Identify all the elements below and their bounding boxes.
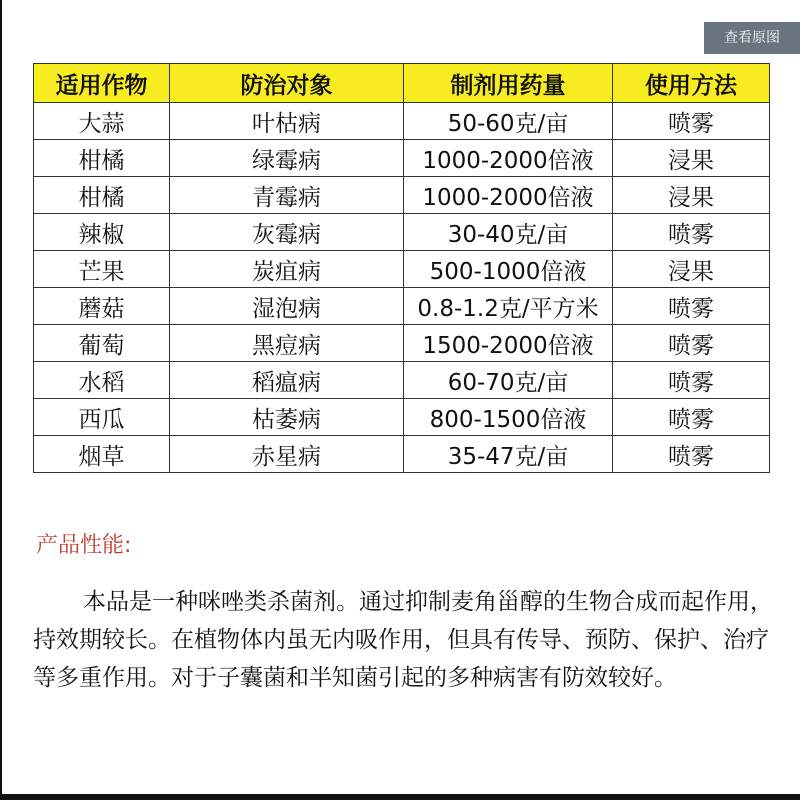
cell-crop: 柑橘 [34, 177, 170, 214]
cell-method: 喷雾 [613, 288, 770, 325]
cell-crop: 西瓜 [34, 399, 170, 436]
table-row [34, 177, 770, 214]
cell-target: 灰霉病 [170, 214, 404, 251]
frame-bottom-border [0, 794, 800, 800]
cell-method: 浸果 [613, 251, 770, 288]
header-crop: 适用作物 [34, 64, 170, 103]
cell-crop: 烟草 [34, 436, 170, 473]
cell-target: 叶枯病 [170, 103, 404, 140]
cell-method: 喷雾 [613, 214, 770, 251]
cell-crop: 水稻 [34, 362, 170, 399]
cell-target: 枯萎病 [170, 399, 404, 436]
cell-crop: 芒果 [34, 251, 170, 288]
cell-method: 喷雾 [613, 103, 770, 140]
cell-method: 喷雾 [613, 399, 770, 436]
view-original-button[interactable]: 查看原图 [704, 22, 800, 54]
cell-target: 青霉病 [170, 177, 404, 214]
table-row [34, 288, 770, 325]
cell-target: 稻瘟病 [170, 362, 404, 399]
cell-method: 喷雾 [613, 362, 770, 399]
cell-crop: 辣椒 [34, 214, 170, 251]
performance-title: 产品性能: [36, 533, 132, 558]
table-row [34, 362, 770, 399]
cell-dosage: 35-47克/亩 [404, 436, 613, 473]
cell-dosage: 0.8-1.2克/平方米 [404, 288, 613, 325]
cell-dosage: 500-1000倍液 [404, 251, 613, 288]
cell-method: 浸果 [613, 177, 770, 214]
cell-dosage: 60-70克/亩 [404, 362, 613, 399]
header-method: 使用方法 [613, 64, 770, 103]
table-row [34, 214, 770, 251]
header-target: 防治对象 [170, 64, 404, 103]
table-header-row [34, 64, 770, 103]
cell-target: 黑痘病 [170, 325, 404, 362]
cell-method: 喷雾 [613, 436, 770, 473]
cell-crop: 柑橘 [34, 140, 170, 177]
cell-dosage: 1000-2000倍液 [404, 140, 613, 177]
table-row [34, 103, 770, 140]
cell-dosage: 1000-2000倍液 [404, 177, 613, 214]
cell-dosage: 1500-2000倍液 [404, 325, 613, 362]
frame-left-border [0, 0, 2, 800]
cell-crop: 蘑菇 [34, 288, 170, 325]
cell-target: 湿泡病 [170, 288, 404, 325]
cell-target: 炭疽病 [170, 251, 404, 288]
cell-target: 赤星病 [170, 436, 404, 473]
cell-dosage: 50-60克/亩 [404, 103, 613, 140]
header-dosage: 制剂用药量 [404, 64, 613, 103]
cell-method: 浸果 [613, 140, 770, 177]
table-row [34, 436, 770, 473]
table-row [34, 140, 770, 177]
cell-crop: 大蒜 [34, 103, 170, 140]
cell-crop: 葡萄 [34, 325, 170, 362]
table-row [34, 325, 770, 362]
usage-table [33, 63, 770, 473]
cell-dosage: 800-1500倍液 [404, 399, 613, 436]
table-row [34, 399, 770, 436]
cell-dosage: 30-40克/亩 [404, 214, 613, 251]
table-row [34, 251, 770, 288]
cell-method: 喷雾 [613, 325, 770, 362]
cell-target: 绿霉病 [170, 140, 404, 177]
performance-description: 本品是一种咪唑类杀菌剂。通过抑制麦角甾醇的生物合成而起作用，持效期较长。在植物体内虽无内吸作用，但具有传导、预防、保护、治疗等多重作用。对于子囊菌和半知菌引起的多种病害有防效较好。 [33, 589, 773, 691]
